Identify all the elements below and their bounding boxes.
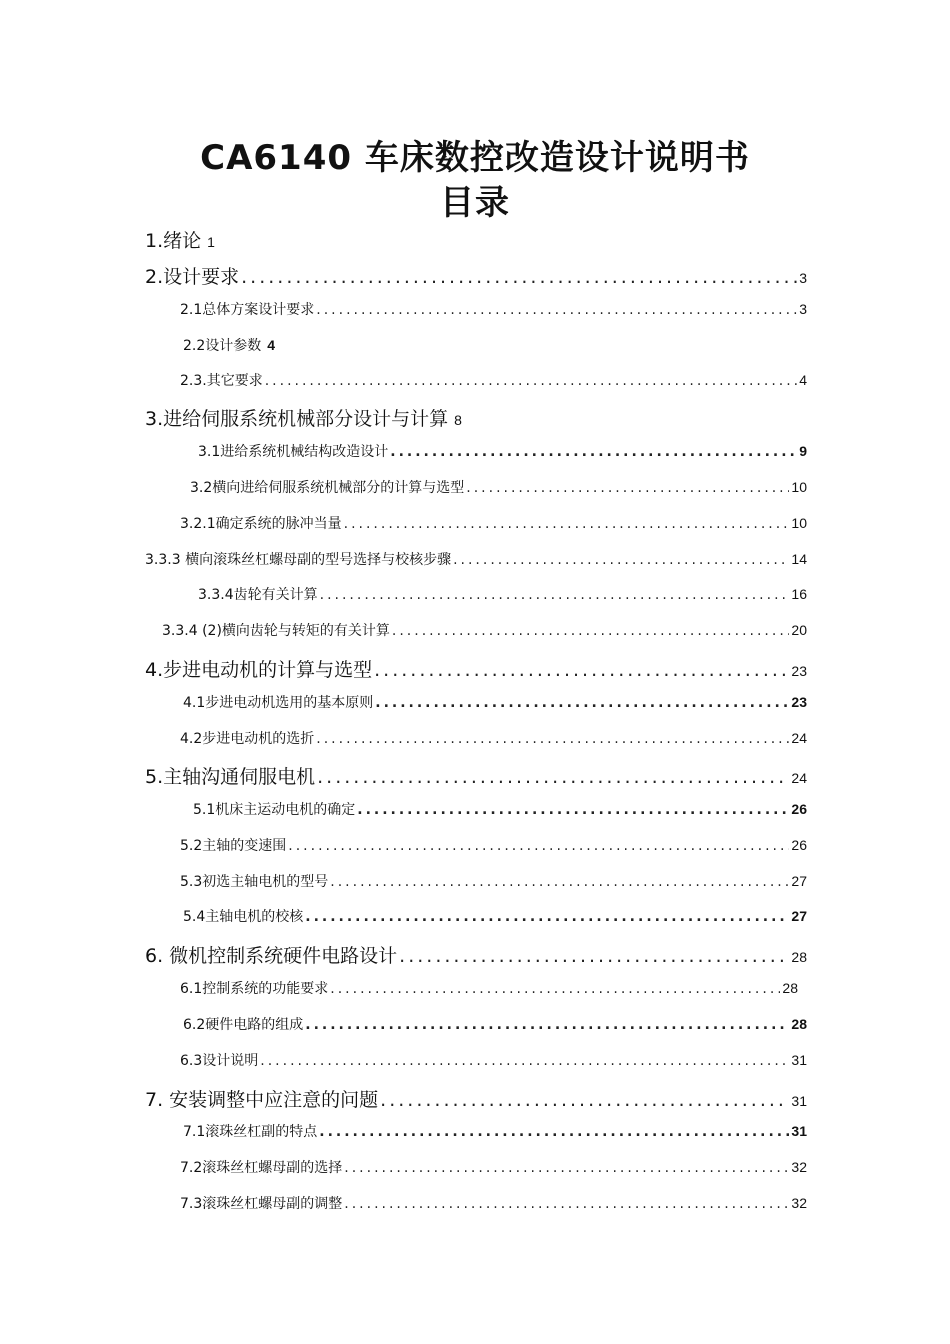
toc-leader-dots: [288, 838, 789, 854]
toc-entry-label: 4.1步进电动机选用的基本原则: [183, 695, 374, 711]
toc-leader-dots: [380, 1089, 789, 1111]
toc-leader-dots: [265, 373, 797, 389]
toc-entry-label: 2.2设计参数: [183, 338, 262, 354]
toc-entry[interactable]: [183, 906, 807, 926]
toc-leader-dots: [344, 1196, 789, 1212]
toc-entry-label: 6.2硬件电路的组成: [183, 1017, 304, 1033]
toc-leader-dots: [305, 909, 789, 925]
toc-entry-page: 3: [799, 270, 807, 286]
toc-entry-page: 28: [782, 980, 798, 996]
toc-leader-dots: [305, 1017, 789, 1033]
toc-leader-dots: [319, 1124, 789, 1140]
toc-entry[interactable]: [180, 871, 807, 891]
toc-entry-page: 23: [791, 663, 807, 679]
toc-leader-dots: [453, 552, 789, 568]
toc-entry-page: 31: [791, 1052, 807, 1068]
toc-entry-page: 4: [267, 337, 276, 353]
toc-entry-label: 4.步进电动机的计算与选型: [145, 659, 373, 681]
toc-entry[interactable]: [183, 335, 275, 355]
toc-leader-dots: [390, 444, 797, 460]
toc-entry-page: 9: [799, 443, 807, 459]
toc-entry-page: 28: [791, 949, 807, 965]
toc-entry-page: 16: [791, 586, 807, 602]
toc-entry-page: 31: [791, 1123, 807, 1139]
toc-entry-page: 8: [454, 412, 462, 428]
document-title: CA6140 车床数控改造设计说明书: [200, 138, 750, 178]
toc-entry-page: 24: [791, 770, 807, 786]
toc-entry-label: 6.1控制系统的功能要求: [180, 981, 329, 997]
toc-leader-dots: [320, 587, 790, 603]
toc-leader-dots: [344, 1160, 789, 1176]
toc-entry-label: 3.3.4齿轮有关计算: [198, 587, 318, 603]
toc-leader-dots: [317, 766, 789, 788]
toc-entry-page: 3: [799, 301, 807, 317]
toc-entry-page: 4: [799, 372, 807, 388]
toc-entry-label: 3.2.1确定系统的脉冲当量: [180, 516, 342, 532]
toc-entry-page: 28: [791, 1016, 807, 1032]
toc-entry[interactable]: [145, 404, 462, 431]
toc-entry-label: 2.3.其它要求: [180, 373, 263, 389]
toc-entry-page: 27: [791, 873, 807, 889]
toc-entry-page: 26: [791, 801, 807, 817]
toc-entry-page: 14: [791, 551, 807, 567]
toc-entry-label: 5.2主轴的变速围: [180, 838, 287, 854]
toc-entry-page: 24: [791, 730, 807, 746]
toc-leader-dots: [316, 302, 797, 318]
toc-entry-page: 32: [791, 1159, 807, 1175]
toc-entry[interactable]: [162, 620, 807, 640]
toc-entry[interactable]: [145, 1085, 807, 1112]
toc-entry-page: 32: [791, 1195, 807, 1211]
toc-entry[interactable]: [180, 513, 807, 533]
toc-entry[interactable]: [180, 299, 807, 319]
toc-entry-label: 3.1进给系统机械结构改造设计: [198, 444, 389, 460]
toc-entry[interactable]: [180, 835, 807, 855]
toc-entry-page: 10: [791, 515, 807, 531]
toc-entry-page: 27: [791, 908, 807, 924]
toc-entry-label: 2.设计要求: [145, 266, 240, 288]
toc-entry-label: 3.2横向进给伺服系统机械部分的计算与选型: [190, 480, 465, 496]
toc-entry[interactable]: [183, 1121, 807, 1141]
toc-entry[interactable]: [180, 978, 798, 998]
toc-entry-page: 20: [791, 622, 807, 638]
toc-entry-label: 5.1机床主运动电机的确定: [193, 802, 356, 818]
toc-entry-label: 1.绪论: [145, 230, 202, 252]
toc-leader-dots: [344, 516, 790, 532]
toc-entry[interactable]: [180, 370, 807, 390]
toc-entry[interactable]: [193, 799, 807, 819]
toc-entry-label: 5.3初选主轴电机的型号: [180, 874, 329, 890]
toc-entry-label: 6.3设计说明: [180, 1053, 259, 1069]
toc-entry[interactable]: [190, 477, 807, 497]
toc-entry-label: 6. 微机控制系统硬件电路设计: [145, 945, 398, 967]
toc-leader-dots: [375, 695, 789, 711]
toc-entry-label: 7.1滚珠丝杠副的特点: [183, 1124, 318, 1140]
toc-entry[interactable]: [145, 226, 215, 253]
toc-entry[interactable]: [183, 692, 807, 712]
toc-entry-label: 3.3.4 (2)横向齿轮与转矩的有关计算: [162, 623, 390, 639]
toc-leader-dots: [241, 266, 797, 288]
toc-leader-dots: [374, 659, 789, 681]
toc-entry-label: 4.2步进电动机的选折: [180, 731, 315, 747]
toc-entry[interactable]: [145, 262, 807, 289]
toc-entry[interactable]: [145, 941, 807, 968]
toc-entry[interactable]: [198, 584, 807, 604]
toc-leader-dots: [330, 981, 780, 997]
toc-leader-dots: [330, 874, 789, 890]
toc-entry[interactable]: [180, 1193, 807, 1213]
toc-entry[interactable]: [145, 655, 807, 682]
toc-entry-label: 3.进给伺服系统机械部分设计与计算: [145, 408, 449, 430]
toc-entry[interactable]: [145, 762, 807, 789]
toc-entry-label: 3.3.3 横向滚珠丝杠螺母副的型号选择与校核步骤: [145, 552, 452, 568]
toc-entry[interactable]: [198, 441, 807, 461]
toc-leader-dots: [392, 623, 790, 639]
toc-entry[interactable]: [180, 1157, 807, 1177]
toc-leader-dots: [466, 480, 789, 496]
toc-entry-page: 10: [791, 479, 807, 495]
toc-entry-label: 5.主轴沟通伺服电机: [145, 766, 316, 788]
toc-heading: 目录: [440, 183, 510, 223]
toc-entry-label: 7.2滚珠丝杠螺母副的选择: [180, 1160, 343, 1176]
toc-entry-page: 31: [791, 1093, 807, 1109]
toc-leader-dots: [399, 945, 789, 967]
toc-entry-label: 7. 安装调整中应注意的问题: [145, 1089, 379, 1111]
toc-leader-dots: [357, 802, 789, 818]
toc-entry-label: 5.4主轴电机的校核: [183, 909, 304, 925]
toc-leader-dots: [260, 1053, 789, 1069]
toc-entry-page: 26: [791, 837, 807, 853]
toc-entry-page: 23: [791, 694, 807, 710]
toc-entry-page: 1: [207, 234, 215, 250]
toc-leader-dots: [316, 731, 789, 747]
toc-entry-label: 2.1总体方案设计要求: [180, 302, 315, 318]
toc-entry[interactable]: [180, 1050, 807, 1070]
toc-entry[interactable]: [180, 728, 807, 748]
toc-entry[interactable]: [183, 1014, 807, 1034]
toc-entry-label: 7.3滚珠丝杠螺母副的调整: [180, 1196, 343, 1212]
toc-entry[interactable]: [145, 549, 807, 569]
